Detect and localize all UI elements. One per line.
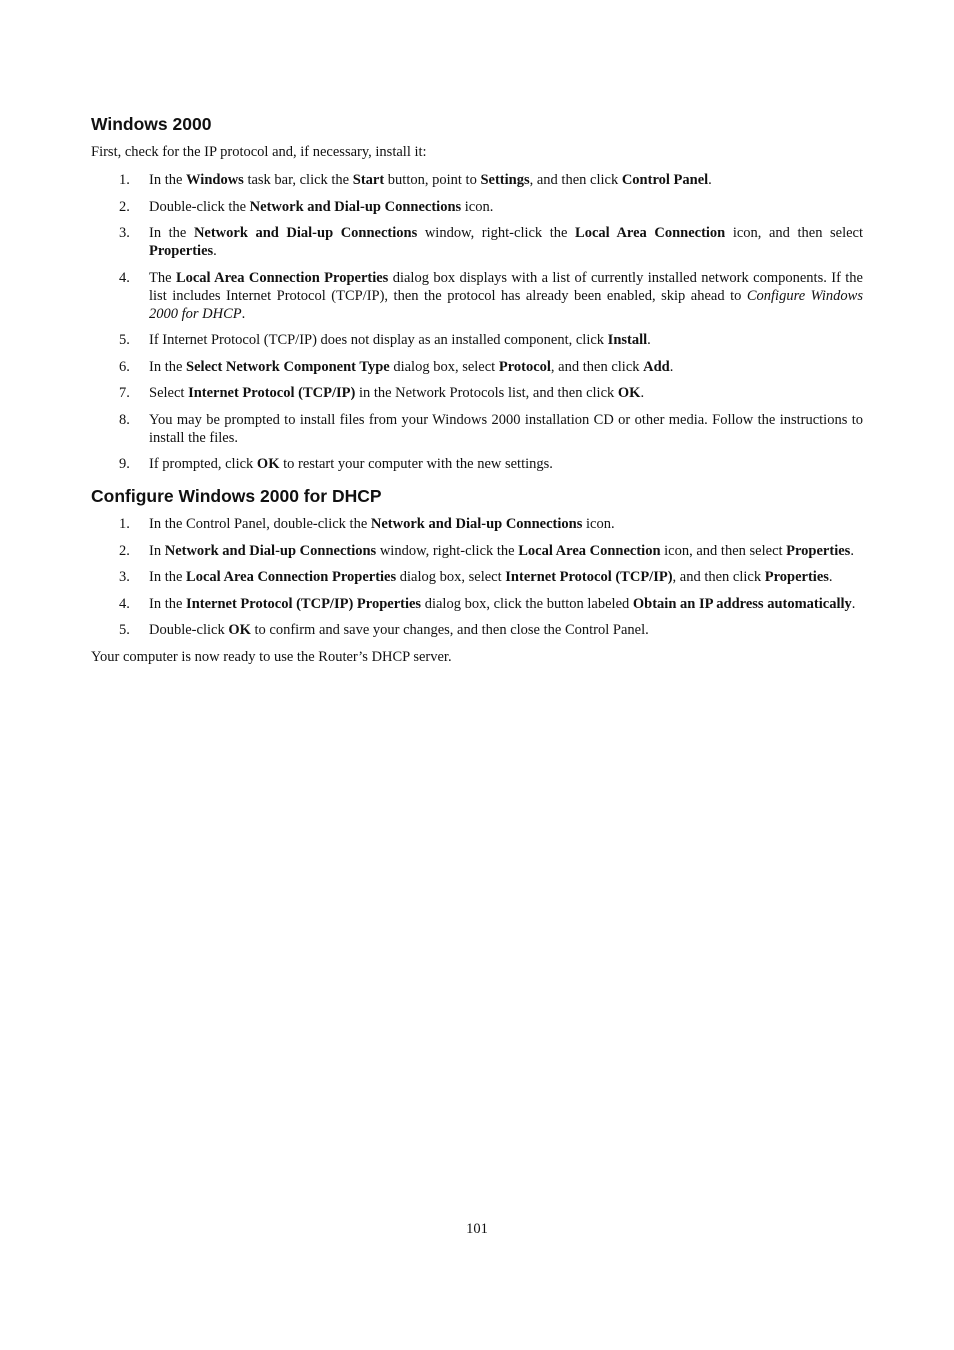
section-heading-windows-2000: Windows 2000 xyxy=(91,114,212,134)
bold-term: Local Area Connection xyxy=(518,542,661,559)
bold-term: Control Panel xyxy=(621,172,709,188)
list-item xyxy=(91,171,863,189)
step-text: button, point to xyxy=(384,172,481,188)
step-text: , and then click xyxy=(550,358,644,375)
bold-term: Windows xyxy=(186,172,244,188)
step-number: 2. xyxy=(119,542,130,559)
step-number: 2. xyxy=(119,198,130,215)
bold-term: Obtain an IP address automatically xyxy=(632,595,852,612)
step-text: dialog box, click the button labeled xyxy=(421,595,633,612)
bold-term: Network and Dial-up Connections xyxy=(249,198,462,215)
step-text: . xyxy=(851,595,856,612)
step-text: dialog box, select xyxy=(389,358,499,375)
step-number: 1. xyxy=(119,516,130,532)
step-text: task bar, click the xyxy=(243,172,353,188)
list-item xyxy=(91,542,863,560)
step-number: 8. xyxy=(119,411,130,428)
step-text: . xyxy=(241,305,246,322)
bold-term: Add xyxy=(643,358,670,375)
dhcp-steps-list xyxy=(91,515,863,639)
bold-term: Network and Dial-up Connections xyxy=(164,542,377,559)
list-item xyxy=(91,568,863,586)
step-number: 7. xyxy=(119,385,130,401)
step-text: to confirm and save your changes, and then close the Control Panel. xyxy=(250,622,649,638)
install-steps-list xyxy=(91,171,863,473)
step-number: 6. xyxy=(119,358,130,375)
step-number: 3. xyxy=(119,569,130,585)
step-text: In the xyxy=(149,569,187,585)
step-text: In xyxy=(149,542,165,559)
list-item xyxy=(91,384,863,402)
bold-term: Settings xyxy=(480,172,530,188)
step-text: in the Network Protocols list, and then click xyxy=(355,385,618,401)
bold-term: Properties xyxy=(764,569,829,585)
step-text: icon. xyxy=(582,516,615,532)
step-text: . xyxy=(708,172,712,188)
step-text: In the xyxy=(149,358,187,375)
step-number: 5. xyxy=(119,622,130,638)
bold-term: Internet Protocol (TCP/IP) xyxy=(188,385,356,401)
bold-term: Local Area Connection Properties xyxy=(175,269,389,286)
bold-term: Internet Protocol (TCP/IP) Properties xyxy=(186,595,422,612)
step-text: . xyxy=(640,385,645,401)
bold-term: Properties xyxy=(149,243,214,259)
step-text: . xyxy=(669,358,674,375)
list-item xyxy=(91,595,863,613)
bold-term: Start xyxy=(352,172,385,188)
step-number: 9. xyxy=(119,456,130,472)
step-text: Select xyxy=(149,385,189,401)
page-number: 101 xyxy=(466,1221,488,1237)
closing-paragraph: Your computer is now ready to use the Router’s DHCP server. xyxy=(91,648,452,665)
list-item xyxy=(91,358,863,376)
bold-term: Protocol xyxy=(498,358,551,375)
list-item xyxy=(91,515,863,533)
italic-reference: Configure Windows 2000 for DHCP xyxy=(149,287,863,322)
step-text: icon, and then select xyxy=(660,542,787,559)
step-number: 4. xyxy=(119,595,130,612)
bold-term: OK xyxy=(617,385,641,401)
step-text: . xyxy=(828,569,833,585)
step-text: icon, and then select xyxy=(725,225,864,241)
step-text: window, right-click the xyxy=(376,542,519,559)
bold-term: Local Area Connection xyxy=(575,225,726,241)
step-text: In the xyxy=(149,595,187,612)
step-text: . xyxy=(850,542,854,559)
step-text: icon. xyxy=(461,198,494,215)
step-text: Double-click xyxy=(149,622,229,638)
step-text: The xyxy=(149,269,176,286)
bold-term: Install xyxy=(607,332,648,348)
step-number: 3. xyxy=(119,225,130,241)
bold-term: OK xyxy=(228,622,251,638)
step-text: , and then click xyxy=(672,569,765,585)
step-text: In the xyxy=(149,172,187,188)
step-text: If prompted, click xyxy=(149,456,257,472)
step-text: . xyxy=(647,332,651,348)
step-text: to restart your computer with the new settings. xyxy=(279,456,553,472)
list-item xyxy=(91,198,863,216)
section-heading-configure-dhcp: Configure Windows 2000 for DHCP xyxy=(91,486,382,506)
document-page xyxy=(91,113,863,676)
step-text: , and then click xyxy=(529,172,622,188)
step-number: 1. xyxy=(119,172,130,188)
bold-term: Network and Dial-up Connections xyxy=(370,516,583,532)
bold-term: Select Network Component Type xyxy=(186,358,390,375)
bold-term: Properties xyxy=(786,542,851,559)
list-item xyxy=(91,331,863,349)
step-text: window, right-click the xyxy=(417,225,576,241)
step-number: 4. xyxy=(119,269,130,286)
bold-term: OK xyxy=(256,456,280,472)
bold-term: Network and Dial-up Connections xyxy=(193,225,418,241)
list-item xyxy=(91,411,863,447)
bold-term: Local Area Connection Properties xyxy=(186,569,397,585)
list-item xyxy=(91,224,863,260)
step-text: . xyxy=(213,243,217,259)
bold-term: Internet Protocol (TCP/IP) xyxy=(505,569,673,585)
step-number: 5. xyxy=(119,332,130,348)
list-item xyxy=(91,621,863,639)
step-text: dialog box displays with a list of currently installed network components. If the list includes Internet Protocol (TCP/IP), then the protocol has already been enabled, skip ahead to xyxy=(149,269,863,304)
step-text: If Internet Protocol (TCP/IP) does not display as an installed component, click xyxy=(149,332,608,348)
step-text: Double-click the xyxy=(149,198,250,215)
step-text: dialog box, select xyxy=(396,569,506,585)
step-text: In the Control Panel, double-click the xyxy=(149,516,371,532)
list-item xyxy=(91,269,863,323)
step-text: You may be prompted to install files from your Windows 2000 installation CD or other media. Follow the instructions to install the files. xyxy=(149,411,863,446)
list-item xyxy=(91,455,863,473)
step-text: In the xyxy=(149,225,194,241)
intro-paragraph: First, check for the IP protocol and, if necessary, install it: xyxy=(91,144,427,160)
